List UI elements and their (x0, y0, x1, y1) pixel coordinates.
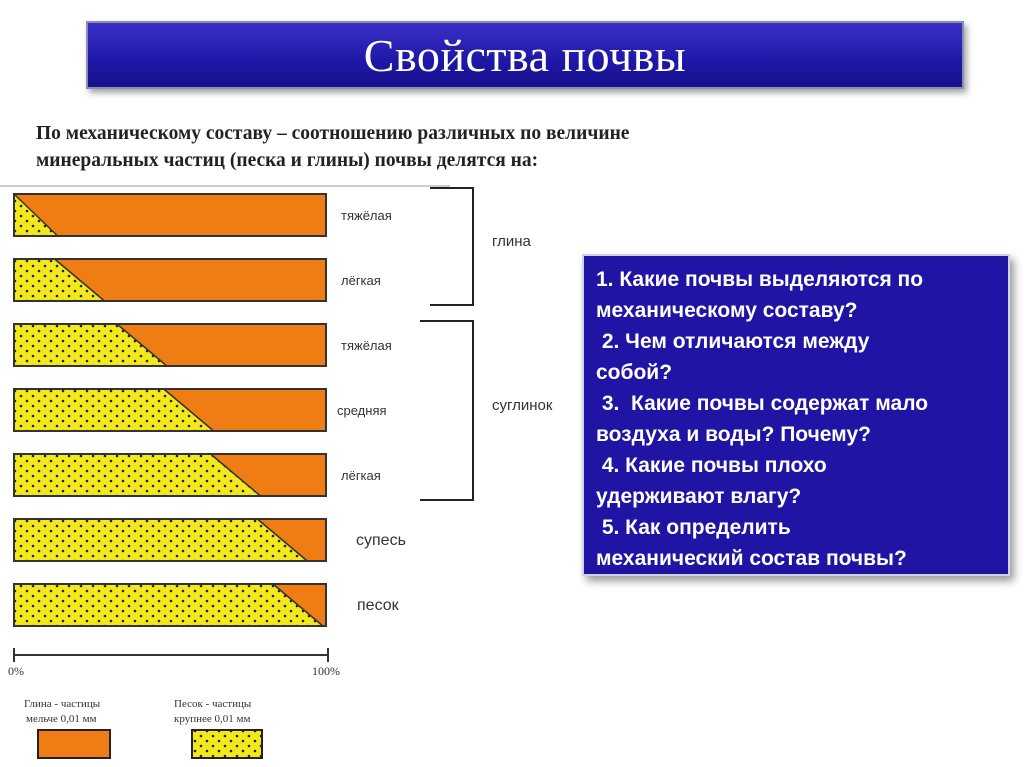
legend-clay-swatch (38, 730, 110, 758)
question-line: механическому составу? (596, 299, 858, 322)
soil-bar (14, 389, 387, 431)
question-line: 2. Чем отличаются между (596, 330, 870, 353)
legend-clay-line1: Глина - частицы (24, 698, 101, 710)
legend-sand-swatch (192, 730, 262, 758)
title-bar (86, 21, 964, 89)
sand-portion (14, 519, 307, 561)
soil-bar-label: тяжёлая (341, 338, 392, 353)
question-line: воздуха и воды? Почему? (596, 423, 871, 446)
sand-portion (14, 584, 323, 626)
soil-bar (14, 259, 381, 301)
soil-bar-label: лёгкая (341, 468, 381, 483)
legend-sand-line1: Песок - частицы (174, 698, 252, 710)
soil-bar (14, 194, 392, 236)
question-line: 3. Какие почвы содержат мало (596, 392, 929, 415)
loam-group-label: суглинок (492, 397, 553, 414)
question-line: механический состав почвы? (596, 547, 907, 570)
question-line: 5. Как определить (596, 516, 791, 539)
intro-line-1: По механическому составу – соотношению различных по величине (36, 123, 630, 144)
soil-composition-diagram (0, 178, 590, 767)
clay-group-label: глина (492, 233, 531, 250)
soil-bars (14, 194, 406, 626)
soil-bar-label: песок (357, 597, 399, 614)
loam-bracket (420, 321, 473, 500)
question-line: удерживают влагу? (596, 485, 802, 508)
axis-end-label: 100% (312, 664, 340, 678)
legend-sand-line2: крупнее 0,01 мм (174, 713, 251, 725)
clay-portion (14, 194, 326, 236)
intro-line-2: минеральных частиц (песка и глины) почвы делятся на: (36, 150, 539, 171)
soil-bar-label: средняя (337, 403, 387, 418)
axis-start-label: 0% (8, 664, 24, 678)
soil-bar-label: лёгкая (341, 273, 381, 288)
soil-bar-label: тяжёлая (341, 208, 392, 223)
question-line: 1. Какие почвы выделяются по (596, 268, 924, 291)
question-line: 4. Какие почвы плохо (596, 454, 827, 477)
clay-bracket (430, 188, 473, 305)
page-title: Свойства почвы (363, 29, 687, 81)
intro-text (36, 120, 836, 174)
questions-list (596, 264, 996, 574)
question-line: собой? (596, 361, 673, 384)
soil-bar (14, 324, 392, 366)
soil-bar (14, 454, 381, 496)
legend-clay-line2: мельче 0,01 мм (26, 713, 97, 725)
soil-bar (14, 519, 406, 561)
soil-bar (14, 584, 400, 626)
questions-box (582, 254, 1010, 576)
soil-bar-label: супесь (356, 532, 406, 549)
